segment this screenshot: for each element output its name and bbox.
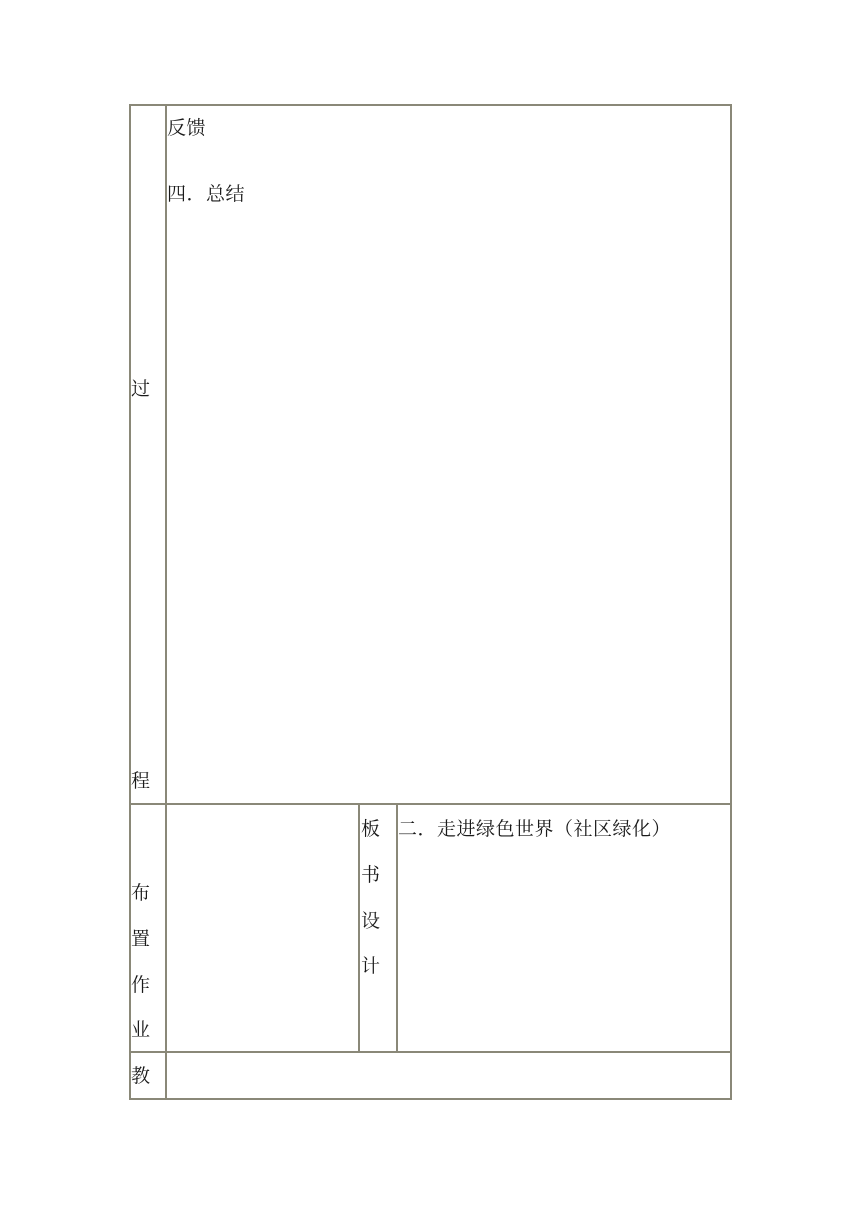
process-label-top: 过 [131, 378, 151, 400]
homework-label-char-4: 业 [131, 1019, 151, 1041]
board-label-char-2: 书 [361, 864, 381, 886]
process-text-feedback: 反馈 [167, 117, 207, 139]
table-border-right [730, 104, 732, 1100]
reflection-label-cell [129, 1052, 166, 1098]
board-content-cell [397, 804, 730, 1052]
homework-content-cell [166, 804, 358, 1052]
board-label-char-4: 计 [361, 955, 381, 977]
reflection-content-cell [166, 1052, 730, 1098]
homework-label-char-1: 布 [131, 882, 151, 904]
process-text-summary: 四．总结 [167, 183, 246, 205]
process-label-bottom: 程 [131, 770, 151, 792]
board-label-char-3: 设 [361, 910, 381, 932]
homework-label-char-3: 作 [131, 974, 151, 996]
process-label-cell [129, 104, 166, 804]
board-label-char-1: 板 [361, 818, 381, 840]
homework-label-cell [129, 804, 166, 1052]
homework-label-char-2: 置 [131, 928, 151, 950]
table-border-bottom [129, 1098, 731, 1100]
process-content-cell [166, 104, 730, 804]
board-label-cell [359, 804, 396, 1052]
reflection-label: 教 [131, 1065, 151, 1087]
board-content-text: 二．走进绿色世界（社区绿化） [398, 818, 672, 840]
